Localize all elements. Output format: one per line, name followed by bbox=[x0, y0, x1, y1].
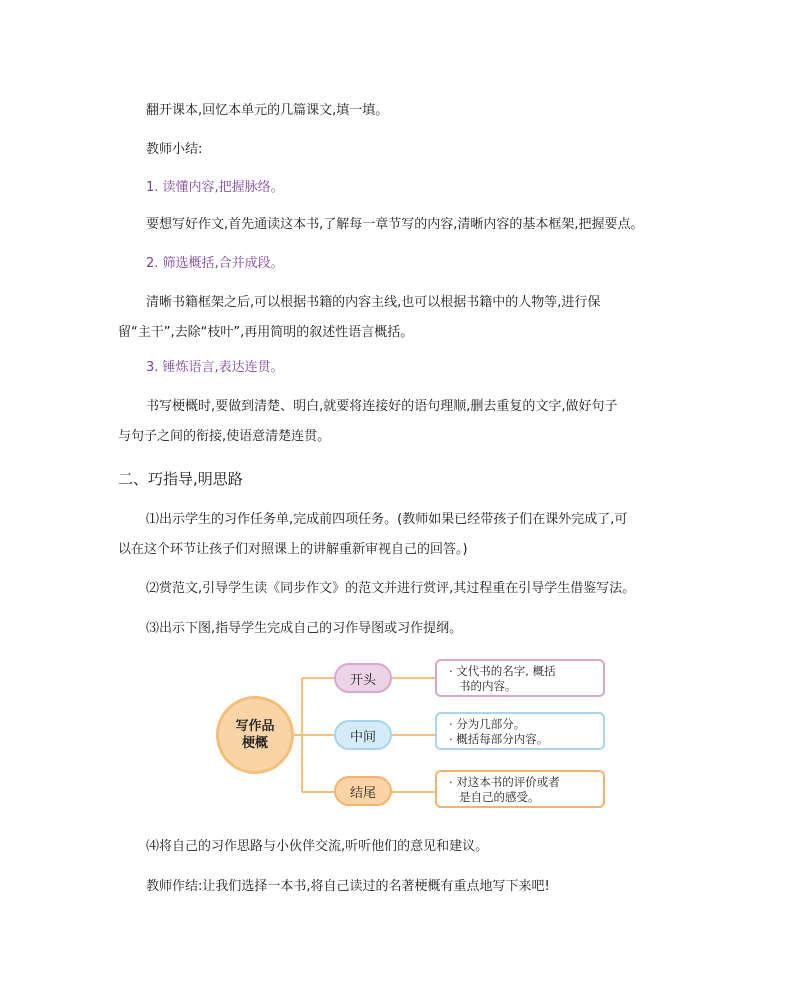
center-connector bbox=[292, 678, 334, 792]
section2-heading: 二、巧指导,明思路 bbox=[118, 470, 243, 488]
note-opening bbox=[435, 659, 605, 697]
writing-mindmap bbox=[216, 656, 616, 816]
branch-ending: 结尾 bbox=[334, 776, 392, 806]
step2-text: ⑵赏范文,引导学生读《同步作文》的范文并进行赏评,其过程重在引导学生借鉴写法。 bbox=[146, 581, 636, 596]
center-label-2: 梗概 bbox=[241, 736, 268, 751]
closing-text: 教师作结:让我们选择一本书,将自己读过的名著梗概有重点地写下来吧! bbox=[146, 879, 550, 894]
center-node bbox=[216, 696, 294, 774]
note-line: · 对这本书的评价或者 bbox=[449, 775, 560, 789]
center-label-1: 写作品 bbox=[235, 719, 275, 734]
summary-label: 教师小结: bbox=[146, 142, 203, 157]
branch-opening: 开头 bbox=[334, 663, 392, 693]
point2-title: 2. 筛选概括,合并成段。 bbox=[146, 256, 284, 271]
note-line: · 概括每部分内容。 bbox=[449, 732, 549, 746]
note-line: 书的内容。 bbox=[459, 679, 517, 693]
note-middle bbox=[435, 712, 605, 750]
point1-title: 1. 读懂内容,把握脉络。 bbox=[146, 180, 284, 195]
step1-text: ⑴出示学生的习作任务单,完成前四项任务。(教师如果已经带孩子们在课外完成了,可以在这个环节让孩子们对照课上的讲解重新审视自己的回答。) bbox=[118, 512, 628, 557]
note-line: · 文代书的名字, 概括 bbox=[449, 664, 556, 678]
point3-body: 书写梗概时,要做到清楚、明白,就要将连接好的语句理顺,删去重复的文字,做好句子与句子之间的衔接,使语意清楚连贯。 bbox=[118, 399, 618, 444]
step3-text: ⑶出示下图,指导学生完成自己的习作导图或习作提纲。 bbox=[146, 621, 463, 636]
note-ending bbox=[435, 770, 605, 808]
step4-text: ⑷将自己的习作思路与小伙伴交流,听听他们的意见和建议。 bbox=[146, 839, 489, 854]
intro-text: 翻开课本,回忆本单元的几篇课文,填一填。 bbox=[146, 103, 389, 118]
point1-body: 要想写好作文,首先通读这本书,了解每一章节写的内容,清晰内容的基本框架,把握要点。 bbox=[146, 217, 644, 232]
point2-body: 清晰书籍框架之后,可以根据书籍的内容主线,也可以根据书籍中的人物等,进行保留“主干”,去除“枝叶”,再用简明的叙述性语言概括。 bbox=[118, 295, 601, 340]
point3-title: 3. 锤炼语言,表达连贯。 bbox=[146, 360, 284, 375]
note-line: · 分为几部分。 bbox=[449, 717, 526, 731]
note-line: 是自己的感受。 bbox=[459, 790, 540, 804]
branch-middle: 中间 bbox=[334, 720, 392, 750]
